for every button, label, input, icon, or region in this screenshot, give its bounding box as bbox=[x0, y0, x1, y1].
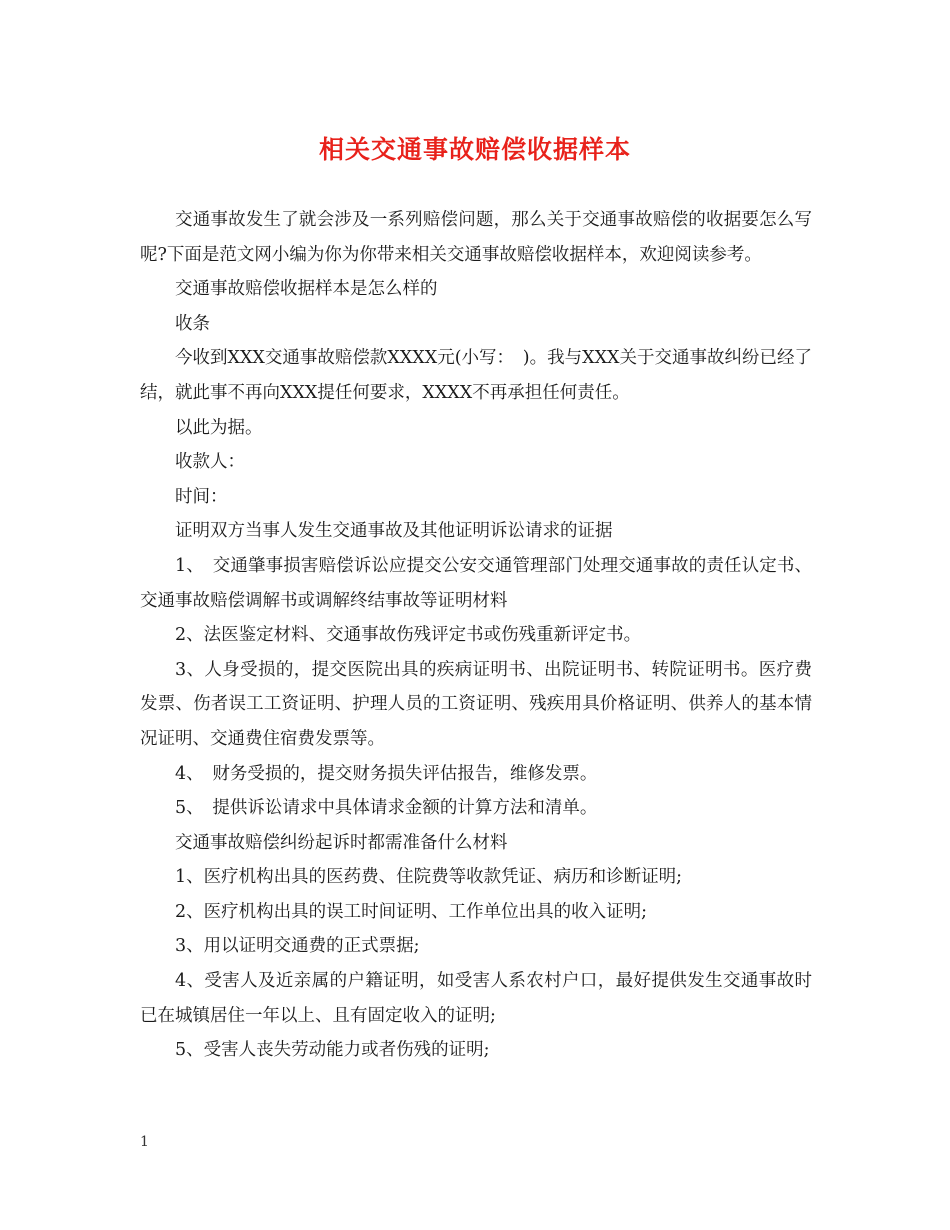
body-paragraph: 交通事故赔偿收据样本是怎么样的 bbox=[175, 279, 438, 300]
body-paragraph: 1、 交通肇事损害赔偿诉讼应提交公安交通管理部门处理交通事故的责任认定书、交通事故赔偿调解书或调解终结事故等证明材料 bbox=[140, 555, 812, 611]
body-paragraph: 以此为据。 bbox=[175, 417, 263, 438]
body-paragraph: 5、受害人丧失劳动能力或者伤残的证明; bbox=[175, 1040, 490, 1061]
body-paragraph: 4、 财务受损的，提交财务损失评估报告，维修发票。 bbox=[175, 763, 598, 784]
body-paragraph: 证明双方当事人发生交通事故及其他证明诉讼请求的证据 bbox=[175, 521, 613, 542]
body-paragraph: 3、人身受损的，提交医院出具的疾病证明书、出院证明书、转院证明书。医疗费发票、伤者误工工资证明、护理人员的工资证明、残疾用具价格证明、供养人的基本情况证明、交通费住宿费发票等。 bbox=[140, 659, 812, 749]
body-paragraph: 收条 bbox=[175, 313, 210, 334]
body-paragraph: 2、法医鉴定材料、交通事故伤残评定书或伤残重新评定书。 bbox=[175, 625, 642, 646]
body-paragraph: 今收到XXX交通事故赔偿款XXXX元(小写： )。我与XXX关于交通事故纠纷已经了结，就此事不再向XXX提任何要求，XXXX不再承担任何责任。 bbox=[140, 348, 812, 403]
body-paragraph: 4、受害人及近亲属的户籍证明，如受害人系农村户口，最好提供发生交通事故时已在城镇居住一年以上、且有固定收入的证明; bbox=[140, 971, 812, 1026]
body-paragraph: 收款人： bbox=[175, 452, 245, 473]
body-paragraph: 3、用以证明交通费的正式票据; bbox=[175, 936, 420, 957]
body-paragraph: 时间： bbox=[175, 486, 228, 507]
page-number: 1 bbox=[140, 1134, 149, 1150]
document-body bbox=[140, 203, 812, 1068]
body-paragraph: 交通事故发生了就会涉及一系列赔偿问题，那么关于交通事故赔偿的收据要怎么写呢?下面是范文网小编为你为你带来相关交通事故赔偿收据样本，欢迎阅读参考。 bbox=[140, 210, 812, 265]
body-paragraph: 1、医疗机构出具的医药费、住院费等收款凭证、病历和诊断证明; bbox=[175, 867, 683, 888]
body-paragraph: 2、医疗机构出具的误工时间证明、工作单位出具的收入证明; bbox=[175, 901, 648, 922]
document-title: 相关交通事故赔偿收据样本 bbox=[318, 135, 631, 164]
body-paragraph: 交通事故赔偿纠纷起诉时都需准备什么材料 bbox=[175, 832, 508, 853]
body-paragraph: 5、 提供诉讼请求中具体请求金额的计算方法和清单。 bbox=[175, 798, 598, 819]
